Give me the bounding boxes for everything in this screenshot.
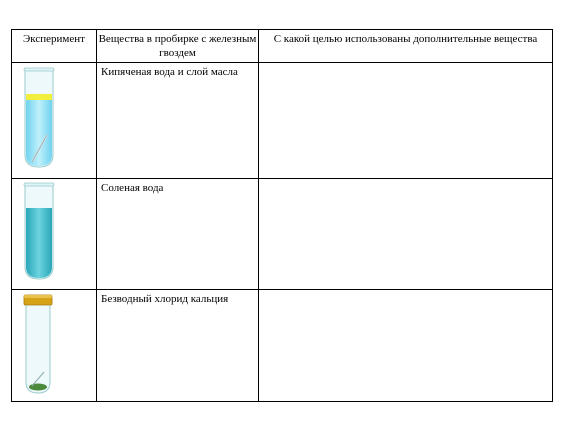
substance-cell: Соленая вода xyxy=(97,179,259,290)
test-tube-salt-water-icon xyxy=(12,179,97,287)
experiment-cell xyxy=(12,63,97,179)
table-row xyxy=(12,290,553,402)
header-purpose: С какой целью использованы дополнительные вещества xyxy=(259,30,553,63)
table-row xyxy=(12,179,553,290)
header-row xyxy=(12,30,553,63)
substance-cell: Безводный хлорид кальция xyxy=(97,290,259,402)
experiment-table xyxy=(11,29,553,402)
table-row xyxy=(12,63,553,179)
substance-cell: Кипяченая вода и слой масла xyxy=(97,63,259,179)
purpose-cell[interactable] xyxy=(259,179,553,290)
experiment-cell xyxy=(12,179,97,290)
test-tube-calcium-chloride-icon xyxy=(12,290,97,399)
header-experiment: Эксперимент xyxy=(12,30,97,63)
header-substances: Вещества в пробирке с железным гвоздем xyxy=(97,30,259,63)
purpose-cell[interactable] xyxy=(259,63,553,179)
experiment-cell xyxy=(12,290,97,402)
test-tube-oil-water-icon xyxy=(12,63,97,176)
purpose-cell[interactable] xyxy=(259,290,553,402)
